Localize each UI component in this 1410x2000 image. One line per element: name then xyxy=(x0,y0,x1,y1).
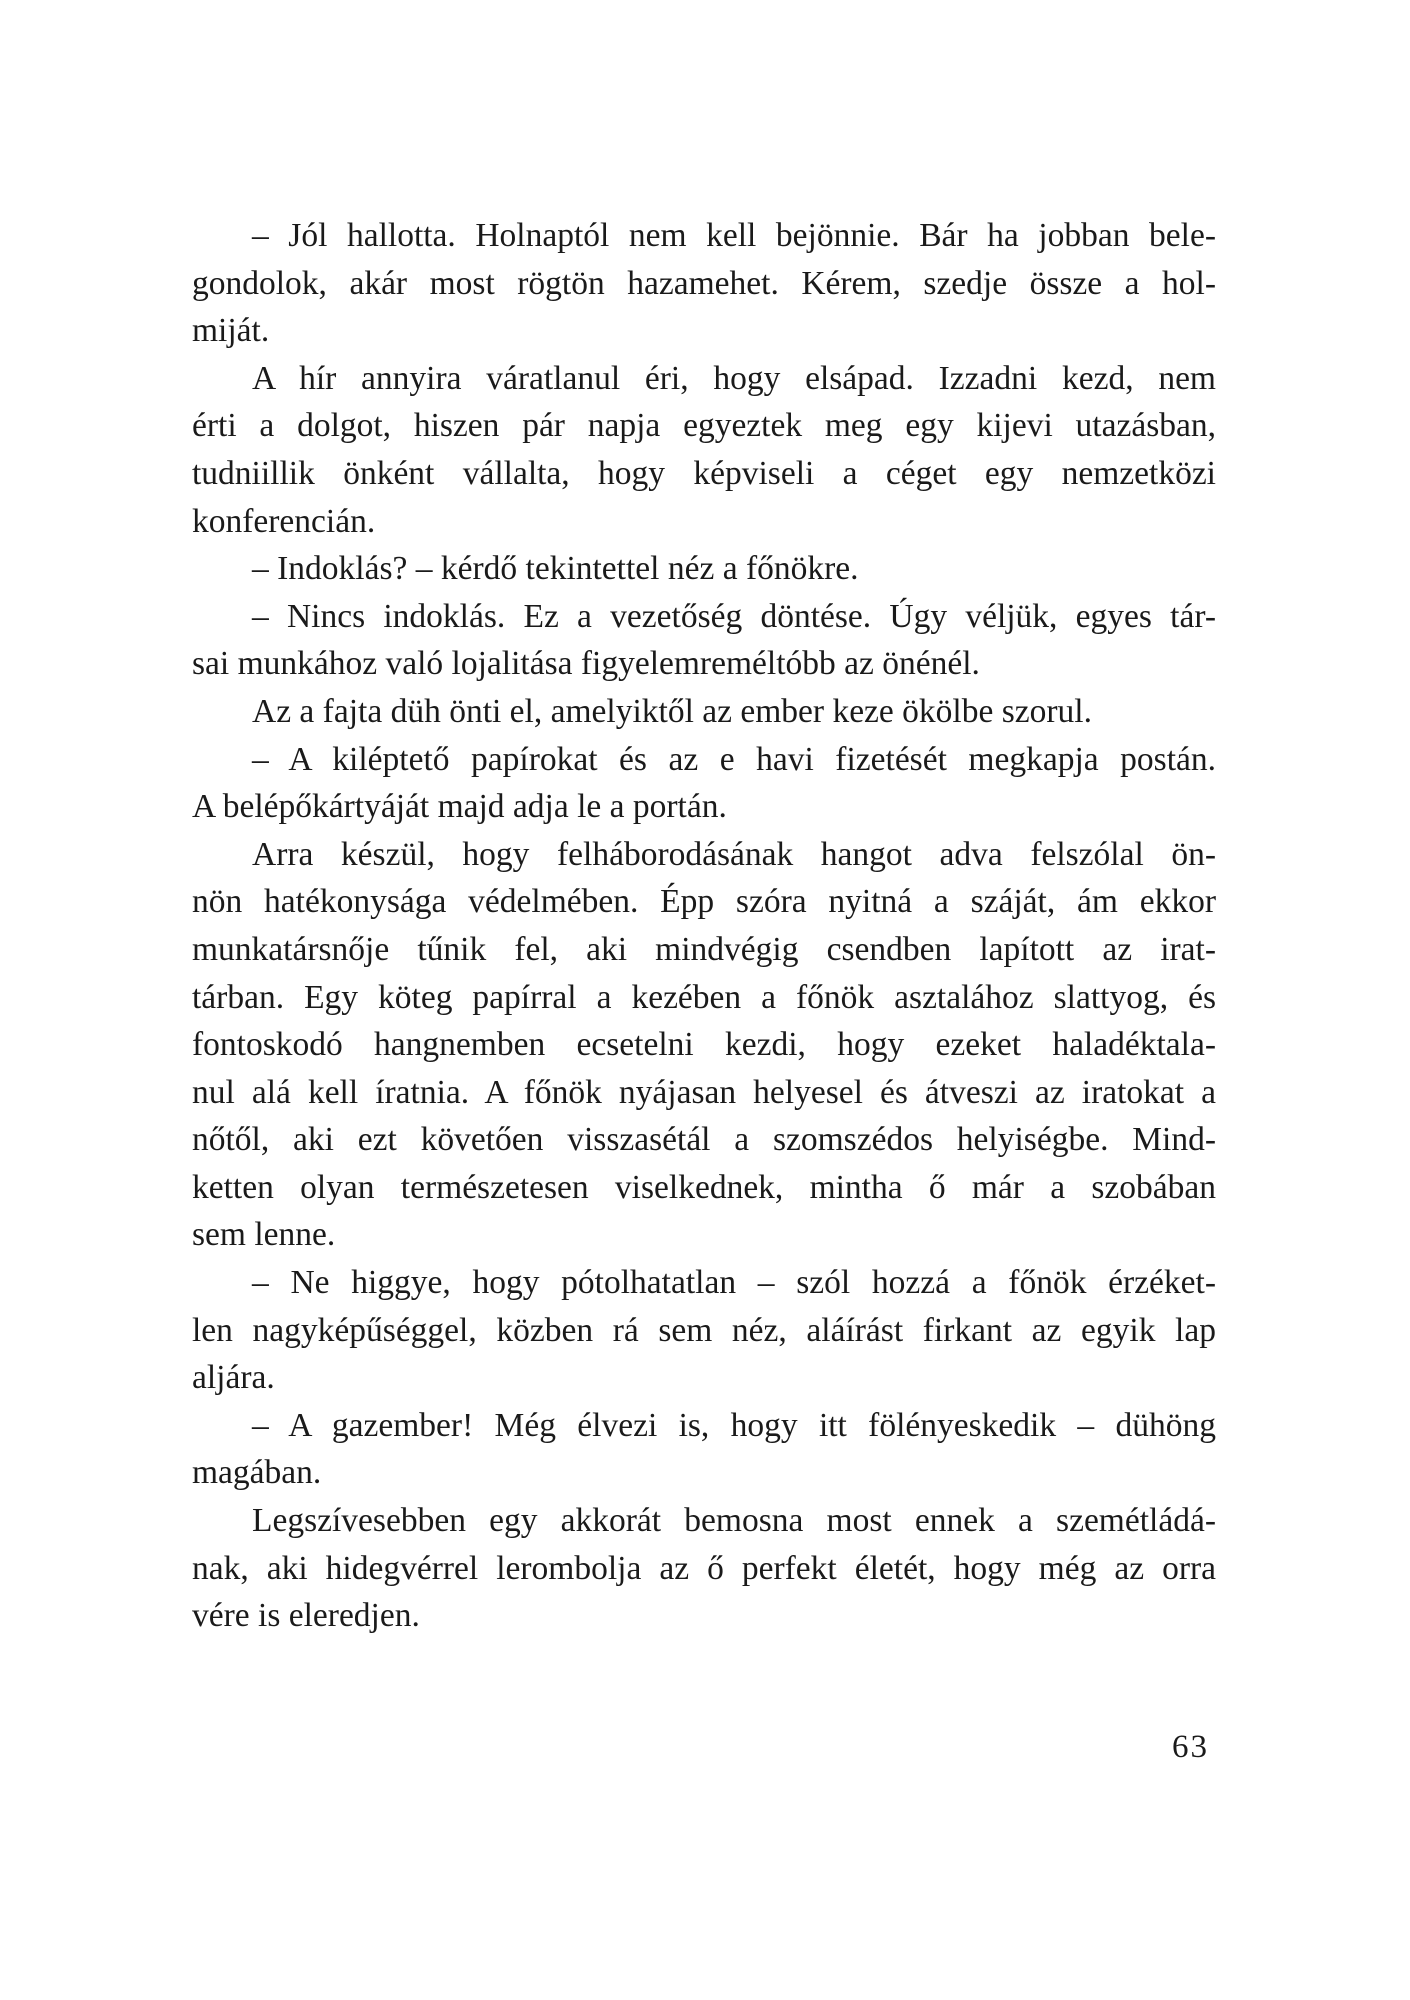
text-line: Arra készül, hogy felháborodásának hangot adva felszólal ön- xyxy=(252,835,1216,873)
text-line: Az a fajta düh önti el, amelyiktől az ember keze ökölbe szorul. xyxy=(252,692,1092,730)
text-line: Legszívesebben egy akkorát bemosna most ennek a szemétládá- xyxy=(252,1502,1216,1540)
text-line: sem lenne. xyxy=(192,1216,336,1254)
text-line: nön hatékonysága védelmében. Épp szóra nyitná a száját, ám ekkor xyxy=(192,883,1216,921)
text-line: nak, aki hidegvérrel lerombolja az ő perfekt életét, hogy még az orra xyxy=(192,1549,1216,1587)
paragraph xyxy=(192,1402,1216,1497)
text-line: – Jól hallotta. Holnaptól nem kell bejönnie. Bár ha jobban bele- xyxy=(252,217,1216,254)
text-line: A belépőkártyáját majd adja le a portán. xyxy=(192,788,727,826)
text-line: A hír annyira váratlanul éri, hogy elsápad. Izzadni kezd, nem xyxy=(252,359,1216,397)
text-line: sai munkához való lojalitása figyelemreméltóbb az önénél. xyxy=(192,645,980,683)
text-line: tárban. Egy köteg papírral a kezében a főnök asztalához slattyog, és xyxy=(192,978,1216,1016)
text-line: munkatársnője tűnik fel, aki mindvégig csendben lapított az irat- xyxy=(192,930,1216,968)
text-line: len nagyképűséggel, közben rá sem néz, aláírást firkant az egyik lap xyxy=(192,1311,1216,1349)
text-line: miját. xyxy=(192,312,270,350)
text-line: – Indoklás? – kérdő tekintettel néz a főnökre. xyxy=(252,550,859,588)
text-line: érti a dolgot, hiszen pár napja egyeztek meg egy kijevi utazásban, xyxy=(192,407,1216,445)
page-number: 63 xyxy=(1172,1728,1209,1765)
paragraph xyxy=(192,355,1216,545)
paragraph xyxy=(192,1259,1216,1402)
text-line: aljára. xyxy=(192,1359,275,1397)
text-line: ketten olyan természetesen viselkednek, mintha ő már a szobában xyxy=(192,1168,1216,1206)
text-line: fontoskodó hangnemben ecsetelni kezdi, hogy ezeket haladéktala- xyxy=(192,1026,1216,1064)
text-line: nőtől, aki ezt követően visszasétál a szomszédos helyiségbe. Mind- xyxy=(192,1121,1216,1159)
paragraph xyxy=(192,545,1216,593)
text-line: magában. xyxy=(192,1454,322,1492)
paragraph xyxy=(192,593,1216,688)
text-line: gondolok, akár most rögtön hazamehet. Kérem, szedje össze a hol- xyxy=(192,264,1216,302)
paragraph xyxy=(192,212,1216,355)
paragraph xyxy=(192,688,1216,736)
text-line: – Ne higgye, hogy pótolhatatlan – szól hozzá a főnök érzéket- xyxy=(252,1264,1216,1302)
paragraph xyxy=(192,1497,1216,1640)
text-line: konferencián. xyxy=(192,502,376,540)
paragraph xyxy=(192,736,1216,831)
text-line: nul alá kell íratnia. A főnök nyájasan helyesel és átveszi az iratokat a xyxy=(192,1073,1216,1111)
text-line: – A gazember! Még élvezi is, hogy itt fölényeskedik – dühöng xyxy=(252,1406,1216,1444)
body-text xyxy=(192,212,1216,1640)
text-line: vére is eleredjen. xyxy=(192,1597,420,1635)
text-line: – Nincs indoklás. Ez a vezetőség döntése. Úgy véljük, egyes tár- xyxy=(252,597,1216,635)
text-line: – A kiléptető papírokat és az e havi fizetését megkapja postán. xyxy=(252,740,1216,778)
text-line: tudniillik önként vállalta, hogy képviseli a céget egy nemzetközi xyxy=(192,454,1216,492)
paragraph xyxy=(192,831,1216,1259)
